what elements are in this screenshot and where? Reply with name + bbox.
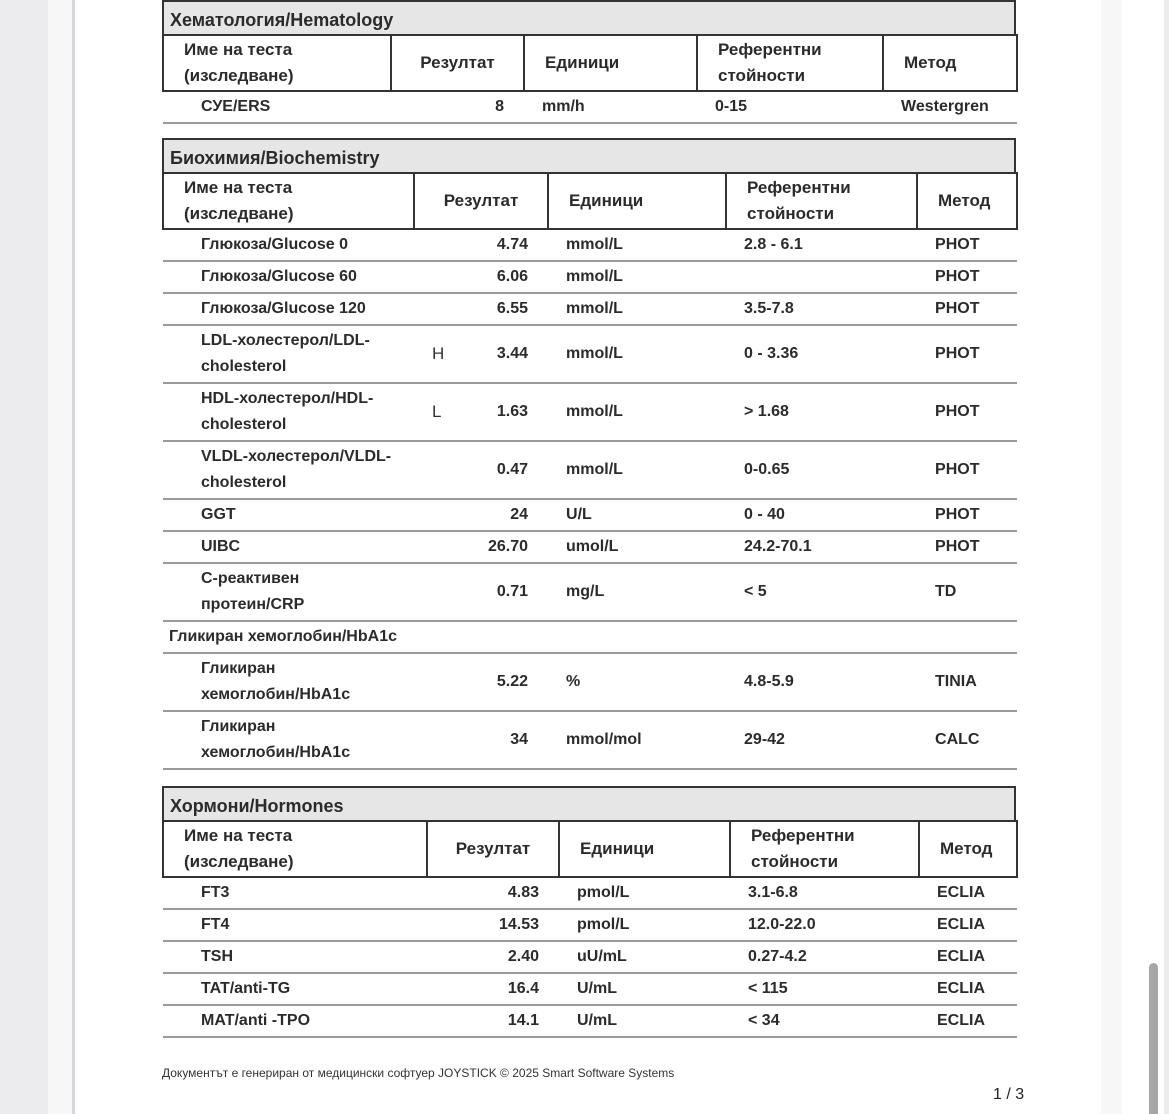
table-row xyxy=(163,383,1017,441)
test-name: VLDL-холестерол/VLDL- cholesterol xyxy=(163,441,414,499)
test-result: 14.1 xyxy=(427,1005,559,1037)
test-unit: mmol/mol xyxy=(548,711,726,769)
subgroup-header xyxy=(163,621,1017,653)
test-ref: 0.27-4.2 xyxy=(730,941,919,973)
test-ref: 0 - 3.36 xyxy=(726,325,917,383)
table-row xyxy=(163,91,1017,123)
col-method-header: Метод xyxy=(917,173,1017,229)
test-method: ECLIA xyxy=(919,877,1017,909)
test-unit: mmol/L xyxy=(548,383,726,441)
biochemistry-table xyxy=(162,172,1018,770)
col-result-header: Резултат xyxy=(414,173,548,229)
test-name: TAT/anti-TG xyxy=(163,973,427,1005)
table-row xyxy=(163,973,1017,1005)
test-name: Гликиран хемоглобин/HbA1c xyxy=(163,653,414,711)
test-method: ECLIA xyxy=(919,941,1017,973)
table-row xyxy=(163,499,1017,531)
test-result: 0.47 xyxy=(460,441,548,499)
test-flag xyxy=(414,531,460,563)
test-name: HDL-холестерол/HDL- cholesterol xyxy=(163,383,414,441)
table-header xyxy=(163,173,1017,229)
test-ref: 3.1-6.8 xyxy=(730,877,919,909)
test-name: UIBC xyxy=(163,531,414,563)
test-flag xyxy=(414,229,460,261)
test-name: MAT/anti -TPO xyxy=(163,1005,427,1037)
test-method: ECLIA xyxy=(919,1005,1017,1037)
test-unit: % xyxy=(548,653,726,711)
table-row xyxy=(163,531,1017,563)
table-row xyxy=(163,941,1017,973)
section-title: Хормони/Hormones xyxy=(162,786,1016,820)
test-unit: mmol/L xyxy=(548,441,726,499)
test-ref: 24.2-70.1 xyxy=(726,531,917,563)
scrollbar-thumb[interactable] xyxy=(1149,963,1158,1114)
test-result: 14.53 xyxy=(427,909,559,941)
table-row xyxy=(163,229,1017,261)
test-unit: mmol/L xyxy=(548,229,726,261)
table-row xyxy=(163,1005,1017,1037)
test-flag xyxy=(414,293,460,325)
section-title: Биохимия/Biochemistry xyxy=(162,138,1016,172)
test-unit: U/mL xyxy=(559,973,730,1005)
test-name: FT4 xyxy=(163,909,427,941)
col-ref-header: Референтни стойности xyxy=(697,35,883,91)
col-name-header: Име на теста (изследване) xyxy=(163,821,427,877)
test-flag xyxy=(414,653,460,711)
test-ref: 0-0.65 xyxy=(726,441,917,499)
test-method: PHOT xyxy=(917,325,1017,383)
test-unit: umol/L xyxy=(548,531,726,563)
table-row xyxy=(163,909,1017,941)
subgroup-title: Гликиран хемоглобин/HbA1c xyxy=(163,621,1017,653)
test-method: ECLIA xyxy=(919,973,1017,1005)
test-method: TINIA xyxy=(917,653,1017,711)
table-row xyxy=(163,325,1017,383)
test-unit: mmol/L xyxy=(548,261,726,293)
test-unit: mmol/L xyxy=(548,293,726,325)
table-row xyxy=(163,441,1017,499)
test-result: 2.40 xyxy=(427,941,559,973)
test-ref: 3.5-7.8 xyxy=(726,293,917,325)
test-ref: > 1.68 xyxy=(726,383,917,441)
viewer-gutter xyxy=(48,0,72,1114)
col-ref-header: Референтни стойности xyxy=(730,821,919,877)
col-units-header: Единици xyxy=(548,173,726,229)
test-flag: H xyxy=(414,325,460,383)
test-unit: pmol/L xyxy=(559,909,730,941)
test-method: PHOT xyxy=(917,441,1017,499)
test-ref: 2.8 - 6.1 xyxy=(726,229,917,261)
test-flag xyxy=(414,499,460,531)
test-name: TSH xyxy=(163,941,427,973)
footer-note: Документът е генериран от медицински софтуер JOYSTICK © 2025 Smart Software Systems xyxy=(162,1066,675,1080)
test-result: 6.06 xyxy=(460,261,548,293)
test-result: 6.55 xyxy=(460,293,548,325)
col-method-header: Метод xyxy=(919,821,1017,877)
col-units-header: Единици xyxy=(524,35,697,91)
test-unit: U/L xyxy=(548,499,726,531)
test-result: 26.70 xyxy=(460,531,548,563)
test-name: Глюкоза/Glucose 120 xyxy=(163,293,414,325)
table-row xyxy=(163,261,1017,293)
test-result: 16.4 xyxy=(427,973,559,1005)
test-name: С-реактивен протеин/CRP xyxy=(163,563,414,621)
test-name: Гликиран хемоглобин/HbA1c xyxy=(163,711,414,769)
test-flag xyxy=(414,711,460,769)
test-name: FT3 xyxy=(163,877,427,909)
test-result: 1.63 xyxy=(460,383,548,441)
test-ref: < 34 xyxy=(730,1005,919,1037)
test-unit: U/mL xyxy=(559,1005,730,1037)
test-method: ECLIA xyxy=(919,909,1017,941)
test-result: 3.44 xyxy=(460,325,548,383)
test-unit: mm/h xyxy=(524,91,697,123)
test-method: PHOT xyxy=(917,293,1017,325)
test-name: GGT xyxy=(163,499,414,531)
table-header xyxy=(163,35,1017,91)
test-unit: uU/mL xyxy=(559,941,730,973)
test-flag: L xyxy=(414,383,460,441)
hematology-section xyxy=(162,0,1016,124)
viewer-edge xyxy=(1164,0,1169,1114)
hormones-section xyxy=(162,786,1016,1038)
test-ref: < 5 xyxy=(726,563,917,621)
test-method: CALC xyxy=(917,711,1017,769)
test-ref: 4.8-5.9 xyxy=(726,653,917,711)
table-row xyxy=(163,711,1017,769)
col-result-header: Резултат xyxy=(391,35,524,91)
viewer-background xyxy=(0,0,48,1114)
section-title: Хематология/Hematology xyxy=(162,0,1016,34)
test-method: PHOT xyxy=(917,499,1017,531)
test-result: 0.71 xyxy=(460,563,548,621)
col-result-header: Резултат xyxy=(427,821,559,877)
test-method: PHOT xyxy=(917,261,1017,293)
test-ref: 0-15 xyxy=(697,91,883,123)
test-unit: mmol/L xyxy=(548,325,726,383)
test-method: PHOT xyxy=(917,531,1017,563)
table-row xyxy=(163,653,1017,711)
test-result: 4.83 xyxy=(427,877,559,909)
test-result: 34 xyxy=(460,711,548,769)
test-result: 24 xyxy=(460,499,548,531)
test-ref xyxy=(726,261,917,293)
test-name: Глюкоза/Glucose 60 xyxy=(163,261,414,293)
col-name-header: Име на теста (изследване) xyxy=(163,173,414,229)
page-number: 1 / 3 xyxy=(993,1086,1025,1103)
test-method: PHOT xyxy=(917,383,1017,441)
test-unit: mg/L xyxy=(548,563,726,621)
test-result: 5.22 xyxy=(460,653,548,711)
table-row xyxy=(163,563,1017,621)
col-method-header: Метод xyxy=(883,35,1017,91)
viewer-gutter-right xyxy=(1101,0,1122,1114)
col-name-header: Име на теста (изследване) xyxy=(163,35,391,91)
table-row xyxy=(163,877,1017,909)
test-ref: 12.0-22.0 xyxy=(730,909,919,941)
scrollbar-track[interactable] xyxy=(1122,0,1169,1114)
test-name: LDL-холестерол/LDL- cholesterol xyxy=(163,325,414,383)
test-name: СУЕ/ERS xyxy=(163,91,391,123)
test-flag xyxy=(414,441,460,499)
biochemistry-section xyxy=(162,138,1016,770)
hormones-table xyxy=(162,820,1018,1038)
table-header xyxy=(163,821,1017,877)
test-name: Глюкоза/Glucose 0 xyxy=(163,229,414,261)
test-flag xyxy=(414,563,460,621)
test-ref: 0 - 40 xyxy=(726,499,917,531)
col-units-header: Единици xyxy=(559,821,730,877)
test-flag xyxy=(414,261,460,293)
test-result: 4.74 xyxy=(460,229,548,261)
table-row xyxy=(163,293,1017,325)
test-method: TD xyxy=(917,563,1017,621)
test-result: 8 xyxy=(391,91,524,123)
test-ref: 29-42 xyxy=(726,711,917,769)
test-unit: pmol/L xyxy=(559,877,730,909)
hematology-table xyxy=(162,34,1018,124)
test-ref: < 115 xyxy=(730,973,919,1005)
test-method: PHOT xyxy=(917,229,1017,261)
test-method: Westergren xyxy=(883,91,1017,123)
col-ref-header: Референтни стойности xyxy=(726,173,917,229)
